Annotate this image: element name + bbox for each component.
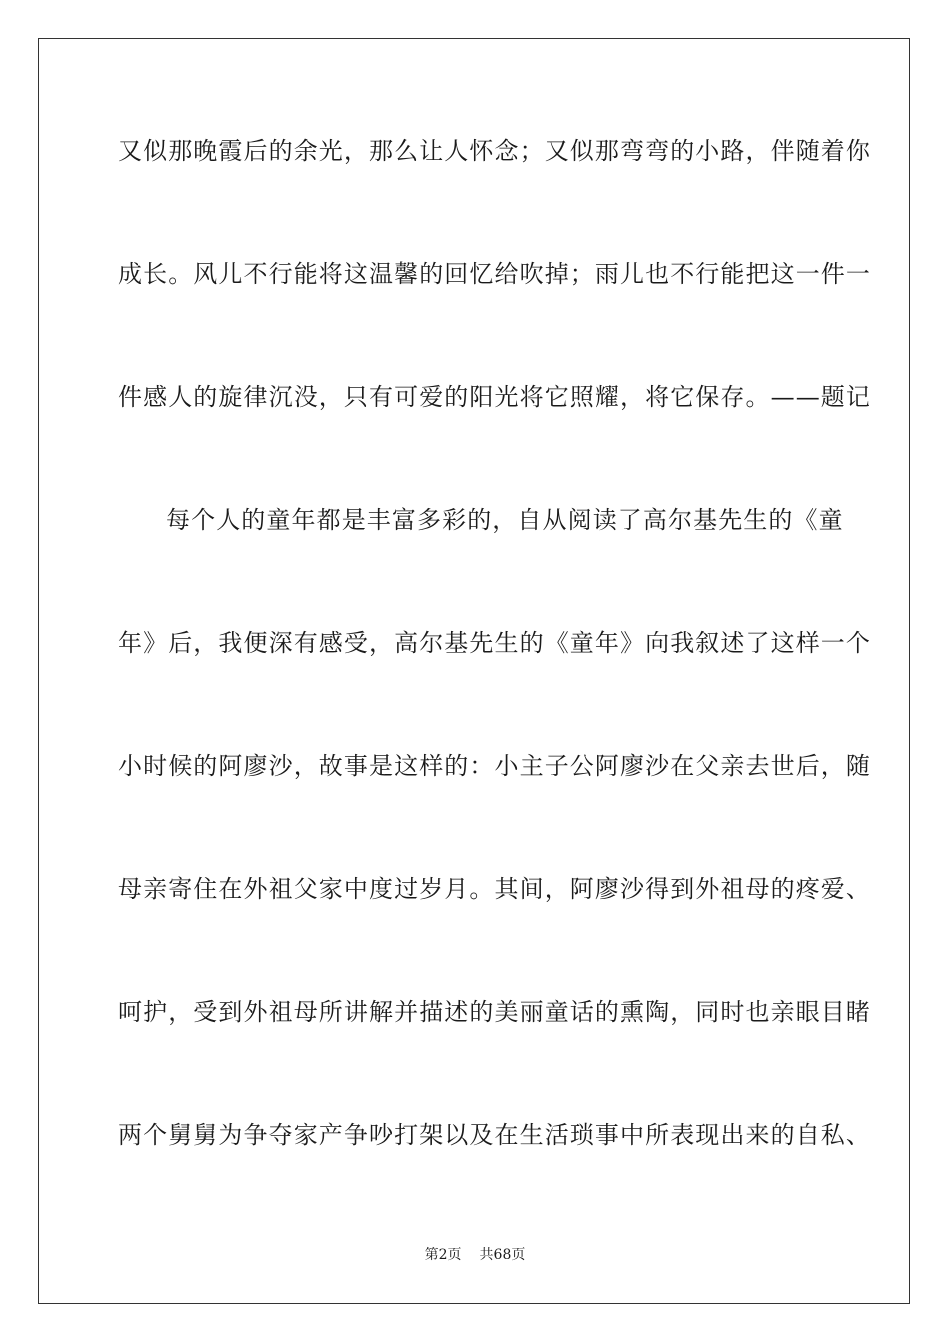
body-line-8: 呵护，受到外祖母所讲解并描述的美丽童话的熏陶，同时也亲眼目睹 bbox=[118, 998, 871, 1026]
page-footer bbox=[0, 1246, 950, 1264]
page-total: 共68页 bbox=[479, 1247, 526, 1263]
body-line-4: 每个人的童年都是丰富多彩的，自从阅读了高尔基先生的《童 bbox=[166, 506, 844, 534]
body-line-5: 年》后，我便深有感受，高尔基先生的《童年》向我叙述了这样一个 bbox=[118, 629, 871, 657]
body-line-9: 两个舅舅为争夺家产争吵打架以及在生活琐事中所表现出来的自私、 bbox=[118, 1121, 871, 1149]
page-number: 第2页 bbox=[424, 1247, 462, 1263]
body-line-6: 小时候的阿廖沙，故事是这样的：小主子公阿廖沙在父亲去世后，随 bbox=[118, 752, 871, 780]
body-line-7: 母亲寄住在外祖父家中度过岁月。其间，阿廖沙得到外祖母的疼爱、 bbox=[118, 875, 871, 903]
body-line-1: 又似那晚霞后的余光，那么让人怀念；又似那弯弯的小路，伴随着你 bbox=[118, 137, 871, 165]
body-line-3: 件感人的旋律沉没，只有可爱的阳光将它照耀，将它保存。——题记 bbox=[118, 383, 871, 411]
page-frame bbox=[38, 38, 910, 1304]
body-line-2: 成长。风儿不行能将这温馨的回忆给吹掉；雨儿也不行能把这一件一 bbox=[118, 260, 871, 288]
